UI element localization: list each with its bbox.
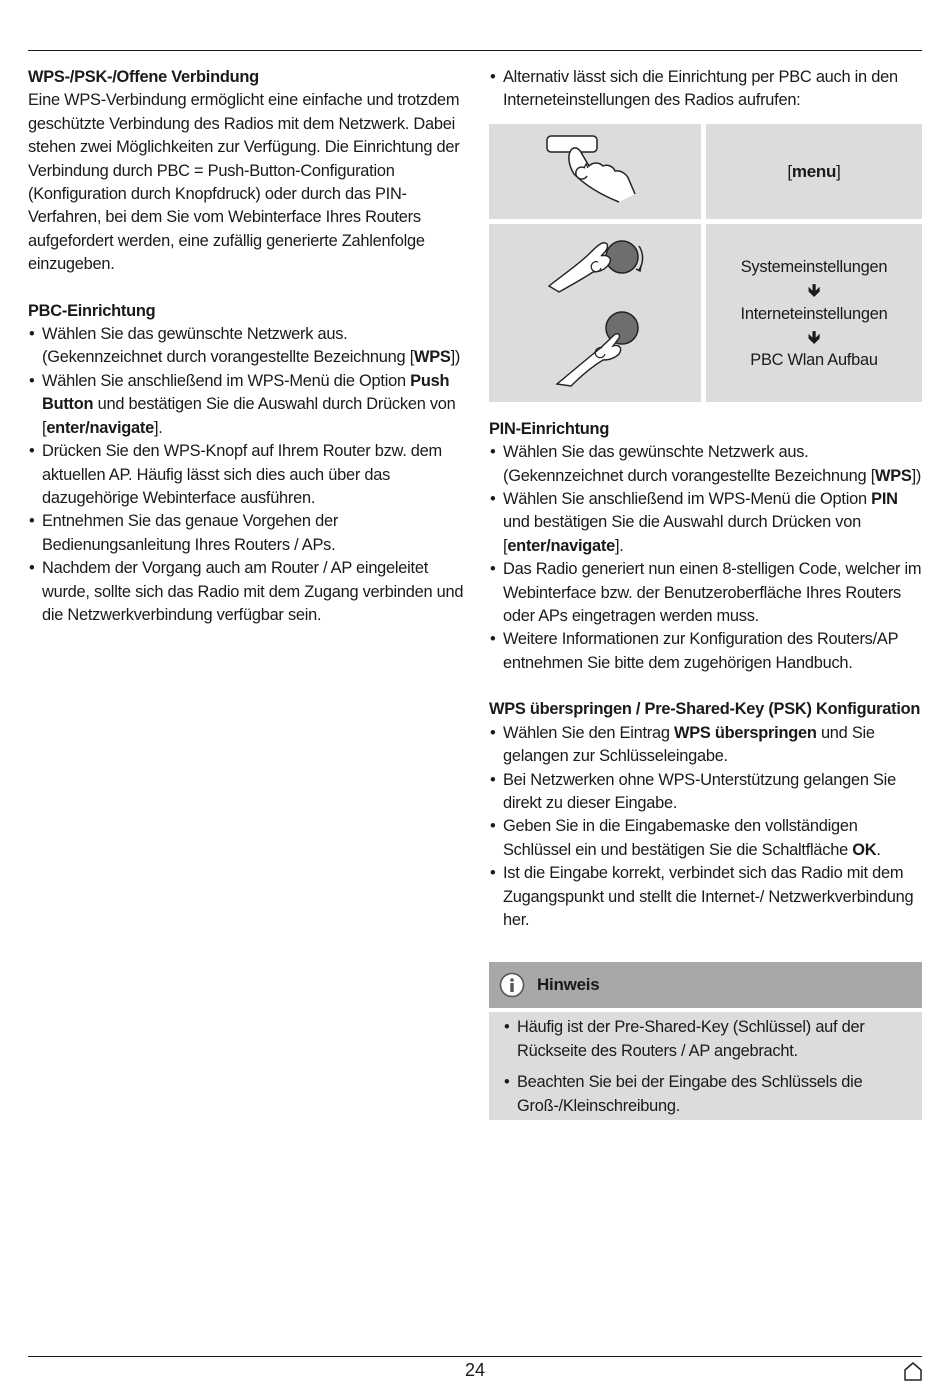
list-item: • Weitere Informationen zur Konfiguration des Routers/AP entnehmen Sie bitte dem zugehörigen Handbuch. bbox=[489, 628, 925, 675]
note-box bbox=[489, 962, 922, 1120]
list-item: • Alternativ lässt sich die Einrichtung per PBC auch in den Interneteinstellungen des Radios aufrufen: bbox=[489, 66, 925, 113]
page-number: 24 bbox=[464, 1360, 486, 1380]
list-item: • Bei Netzwerken ohne WPS-Unterstützung gelangen Sie direkt zu dieser Eingabe. bbox=[489, 769, 925, 816]
wps-heading: WPS-/PSK-/Offene Verbindung bbox=[28, 68, 259, 86]
psk-list bbox=[489, 722, 925, 933]
arrow-down-icon: 🡻 bbox=[808, 328, 820, 348]
list-item: • Beachten Sie bei der Eingabe des Schlüssels die Groß-/Kleinschreibung. bbox=[503, 1071, 912, 1118]
menu-path-cell bbox=[706, 224, 922, 402]
knob-hand-icon bbox=[489, 224, 701, 402]
list-item: • Wählen Sie anschließend im WPS-Menü die Option PIN und bestätigen Sie die Auswahl durch Drücken von [enter/navigate]. bbox=[489, 488, 925, 558]
list-item: • Wählen Sie anschließend im WPS-Menü die Option Push Button und bestätigen Sie die Auswahl durch Drücken von [enter/navigate]. bbox=[28, 370, 468, 440]
note-header bbox=[489, 962, 922, 1008]
right-column bbox=[489, 66, 925, 1120]
pbc-heading: PBC-Einrichtung bbox=[28, 301, 156, 320]
note-list bbox=[489, 1012, 922, 1120]
note-title: Hinweis bbox=[537, 975, 600, 995]
knob-cell bbox=[489, 224, 701, 402]
info-icon bbox=[499, 972, 525, 998]
pbc-list bbox=[28, 323, 468, 627]
list-item: • Wählen Sie den Eintrag WPS überspringen und Sie gelangen zur Schlüsseleingabe. bbox=[489, 722, 925, 769]
list-item: • Nachdem der Vorgang auch am Router / AP eingeleitet wurde, sollte sich das Radio mit dem Zugang verbinden und die Netzwerkverbindung verfügbar sein. bbox=[28, 557, 468, 627]
wps-intro-text: Eine WPS-Verbindung ermöglicht eine einfache und trotzdem geschützte Verbindung des Radios mit dem Netzwerk. Dabei stehen zwei Möglichkeiten zur Verfügung. Die Einrichtung der Verbindung durch PBC = Push-Button-Configuration (Konfiguration durch Knopfdruck) oder durch das PIN-Verfahren, bei dem Sie vom Webinterface Ihres Routers aufgefordert werden, eine zufällig generierte Zahlenfolge einzugeben. bbox=[28, 91, 460, 274]
press-button-hand-icon bbox=[489, 124, 701, 219]
menu-step-pbc: PBC Wlan Aufbau bbox=[750, 351, 878, 370]
arrow-down-icon: 🡻 bbox=[808, 281, 820, 301]
menu-cell bbox=[706, 124, 922, 219]
menu-path bbox=[706, 256, 922, 373]
list-item: • Das Radio generiert nun einen 8-stelligen Code, welcher im Webinterface bzw. der Benutzeroberfläche Ihres Routers oder APs eingetragen werden muss. bbox=[489, 558, 925, 628]
list-item: • Wählen Sie das gewünschte Netzwerk aus. (Gekennzeichnet durch vorangestellte Bezeichnung [WPS]) bbox=[489, 441, 925, 488]
press-button-cell bbox=[489, 124, 701, 219]
bottom-rule bbox=[28, 1356, 922, 1357]
menu-key-label: [menu] bbox=[787, 161, 841, 181]
pin-heading: PIN-Einrichtung bbox=[489, 419, 610, 438]
left-column bbox=[28, 66, 468, 627]
menu-step-internet: Interneteinstellungen bbox=[740, 304, 888, 323]
list-item: • Drücken Sie den WPS-Knopf auf Ihrem Router bzw. dem aktuellen AP. Häufig lässt sich dies auch über das dazugehörige Webinterface ausführen. bbox=[28, 440, 468, 510]
list-item: • Ist die Eingabe korrekt, verbindet sich das Radio mit dem Zugangspunkt und stellt die Internet-/ Netzwerkverbindung her. bbox=[489, 862, 925, 932]
list-item: • Entnehmen Sie das genaue Vorgehen der Bedienungsanleitung Ihres Routers / APs. bbox=[28, 510, 468, 557]
instruction-panel bbox=[489, 124, 922, 404]
menu-step-system: Systemeinstellungen bbox=[740, 257, 888, 276]
top-rule bbox=[28, 50, 922, 51]
list-item: • Wählen Sie das gewünschte Netzwerk aus. (Gekennzeichnet durch vorangestellte Bezeichnung [WPS]) bbox=[28, 323, 468, 370]
alt-list bbox=[489, 66, 925, 113]
psk-heading: WPS überspringen / Pre-Shared-Key (PSK) Konfiguration bbox=[489, 700, 921, 719]
pin-list bbox=[489, 441, 925, 675]
list-item: • Häufig ist der Pre-Shared-Key (Schlüssel) auf der Rückseite des Routers / AP angebracht. bbox=[503, 1016, 912, 1063]
list-item: • Geben Sie in die Eingabemaske den vollständigen Schlüssel ein und bestätigen Sie die Schaltfläche OK. bbox=[489, 815, 925, 862]
home-icon[interactable] bbox=[902, 1360, 924, 1382]
